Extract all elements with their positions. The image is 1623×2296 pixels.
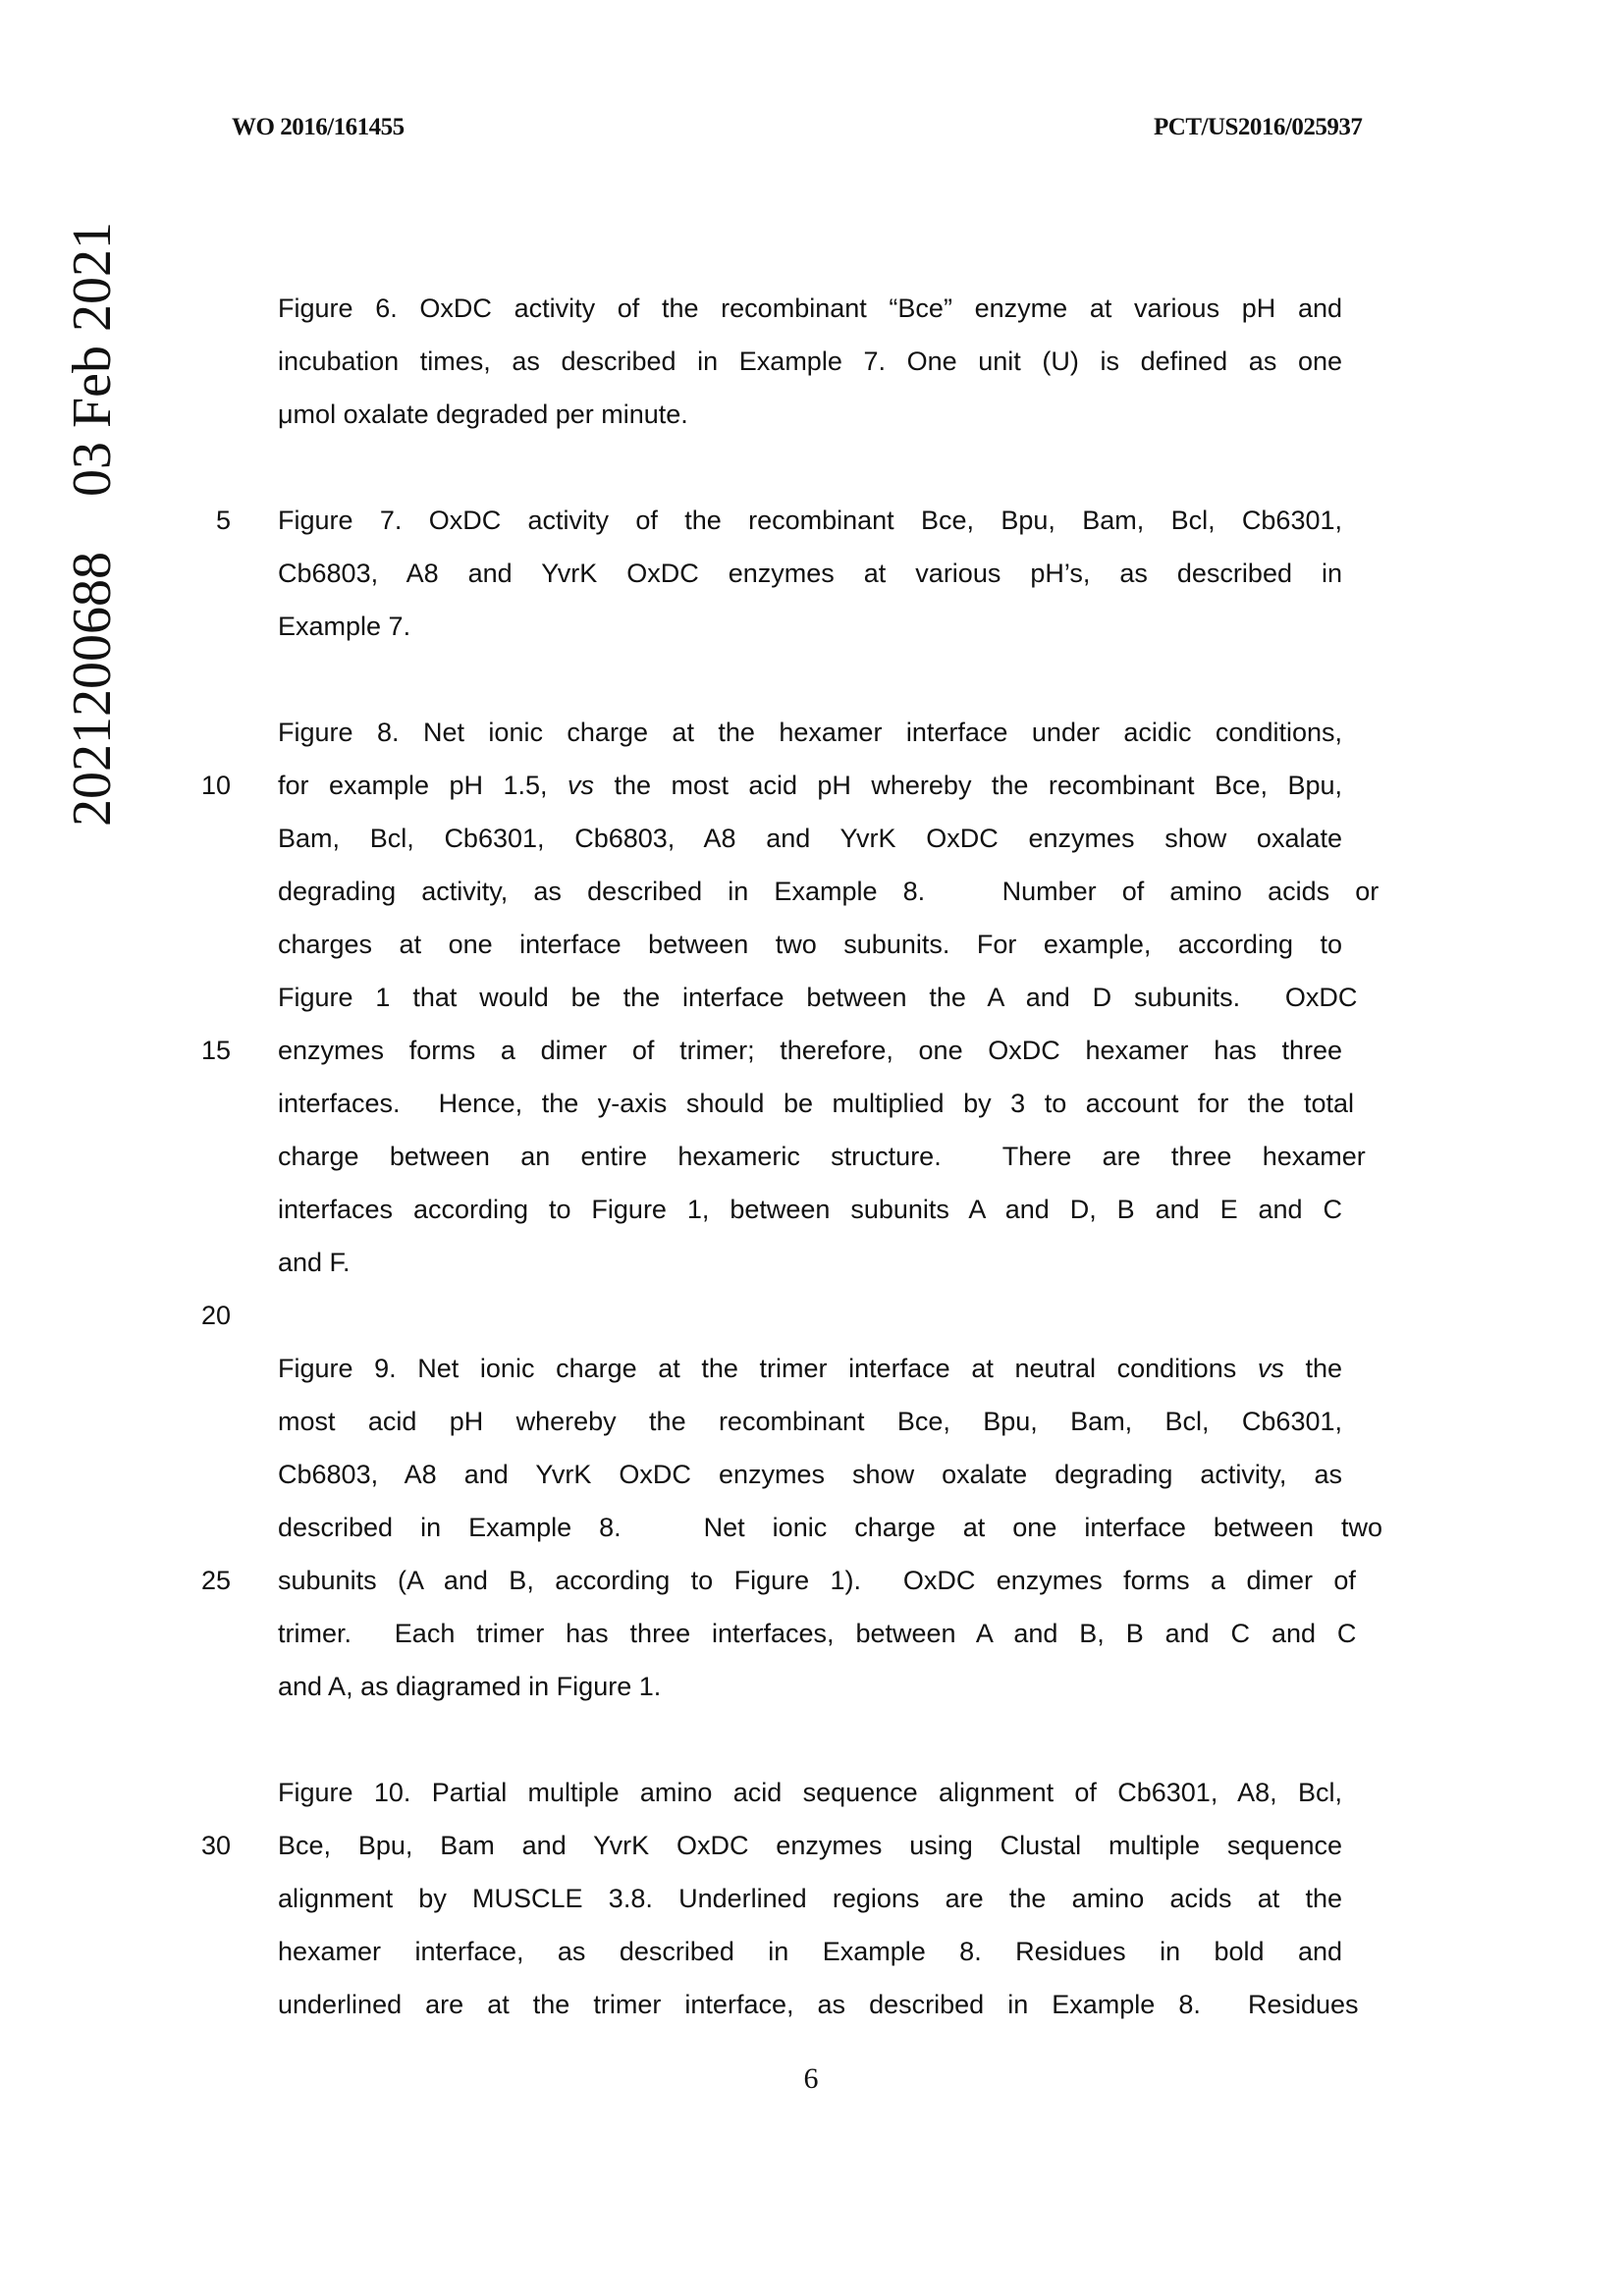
line-text: Cb6803, A8 and YvrK OxDC enzymes at various pH’s, as described in: [278, 559, 1342, 588]
line-text: Figure 10. Partial multiple amino acid sequence alignment of Cb6301, A8, Bcl,: [278, 1778, 1342, 1807]
text-line: [278, 1236, 1342, 1289]
line-text: most acid pH whereby the recombinant Bce, Bpu, Bam, Bcl, Cb6301,: [278, 1407, 1342, 1436]
paragraph-figure-10: [200, 1766, 1359, 2031]
text-line: [278, 1660, 1342, 1713]
blank-line: [278, 1713, 1342, 1766]
stamp-gap: [62, 497, 123, 552]
line-text: Figure 8. Net ionic charge at the hexamer interface under acidic conditions,: [278, 718, 1342, 747]
line-number: 25: [200, 1566, 231, 1595]
paragraph-spacer-20: [200, 1289, 1342, 1342]
line-number: 15: [200, 1036, 231, 1065]
paragraph-figure-8: [200, 706, 1380, 1289]
text-line: [278, 1183, 1342, 1236]
text-line: [278, 1395, 1342, 1448]
line-text: described in Example 8. Net ionic charge at one interface between two: [278, 1513, 1382, 1542]
line-text: hexamer interface, as described in Example 8. Residues in bold and: [278, 1937, 1342, 1966]
text-line: [278, 812, 1342, 865]
text-line: [200, 1024, 1342, 1077]
text-line: [278, 1077, 1355, 1130]
text-line: [278, 706, 1342, 759]
text-line: [278, 282, 1342, 335]
text-line: [200, 1554, 1356, 1607]
text-line: [278, 865, 1380, 918]
application-number: PCT/US2016/025937: [1154, 114, 1363, 140]
text-line: [278, 1872, 1342, 1925]
text-line: [278, 1130, 1366, 1183]
line-number: 10: [200, 771, 231, 800]
line-number: 5: [215, 506, 231, 535]
stamp-date: 03 Feb 2021: [62, 222, 123, 497]
text-line: [278, 600, 1342, 653]
side-stamp: [63, 198, 122, 827]
line-text: μmol oxalate degraded per minute.: [278, 400, 688, 429]
text-line: [278, 1925, 1342, 1978]
line-text: Figure 7. OxDC activity of the recombinant Bce, Bpu, Bam, Bcl, Cb6301,: [278, 506, 1342, 535]
line-number: 30: [200, 1831, 231, 1860]
line-text: Figure 1 that would be the interface between the A and D subunits. OxDC: [278, 983, 1358, 1012]
line-text: degrading activity, as described in Example 8. Number of amino acids or: [278, 877, 1380, 906]
line-text: Bam, Bcl, Cb6301, Cb6803, A8 and YvrK OxDC enzymes show oxalate: [278, 824, 1342, 853]
line-text: enzymes forms a dimer of trimer; therefore, one OxDC hexamer has three: [278, 1036, 1342, 1065]
page-number: 6: [803, 2062, 819, 2095]
line-text: Figure 6. OxDC activity of the recombinant “Bce” enzyme at various pH and: [278, 294, 1342, 323]
text-line: [278, 388, 1342, 441]
line-text: and F.: [278, 1248, 351, 1277]
text-line: [278, 335, 1342, 388]
line-text: trimer. Each trimer has three interfaces, between A and B, B and C and C: [278, 1619, 1357, 1648]
publication-number: WO 2016/161455: [232, 114, 405, 140]
text-line: [278, 1607, 1357, 1660]
line-text: charge between an entire hexameric structure. There are three hexamer: [278, 1142, 1366, 1171]
line-text: and A, as diagramed in Figure 1.: [278, 1672, 662, 1701]
text-line: [278, 1342, 1342, 1395]
text-line: [200, 1289, 1342, 1342]
line-text: Bce, Bpu, Bam and YvrK OxDC enzymes using Clustal multiple sequence: [278, 1831, 1342, 1860]
line-text: charges at one interface between two subunits. For example, according to: [278, 930, 1342, 959]
line-text: Figure 9. Net ionic charge at the trimer interface at neutral conditions vs the: [278, 1354, 1342, 1383]
line-text: incubation times, as described in Example 7. One unit (U) is defined as one: [278, 347, 1342, 376]
line-text: alignment by MUSCLE 3.8. Underlined regions are the amino acids at the: [278, 1884, 1342, 1913]
line-text: Example 7.: [278, 612, 411, 641]
blank-line: [278, 441, 1342, 494]
line-text: underlined are at the trimer interface, as described in Example 8. Residues: [278, 1990, 1359, 2019]
text-line: [278, 918, 1342, 971]
text-line: [278, 1978, 1359, 2031]
text-line: [215, 494, 1342, 547]
paragraph-figure-6: [278, 282, 1342, 441]
line-text: interfaces according to Figure 1, between subunits A and D, B and E and C: [278, 1195, 1342, 1224]
text-line: [200, 759, 1342, 812]
description-body: [200, 282, 1382, 2031]
stamp-document-number: 2021200688: [62, 552, 123, 827]
line-text: for example pH 1.5, vs the most acid pH whereby the recombinant Bce, Bpu,: [278, 771, 1342, 800]
line-text: interfaces. Hence, the y-axis should be multiplied by 3 to account for the total: [278, 1089, 1355, 1118]
paragraph-figure-7: [215, 494, 1342, 653]
text-line: [278, 1766, 1342, 1819]
text-line: [200, 1819, 1342, 1872]
line-text: subunits (A and B, according to Figure 1). OxDC enzymes forms a dimer of: [278, 1566, 1356, 1595]
text-line: [278, 971, 1358, 1024]
paragraph-figure-9: [200, 1342, 1382, 1713]
blank-line: [278, 653, 1342, 706]
line-text: Cb6803, A8 and YvrK OxDC enzymes show oxalate degrading activity, as: [278, 1460, 1342, 1489]
text-line: [278, 547, 1342, 600]
text-line: [278, 1501, 1382, 1554]
text-line: [278, 1448, 1342, 1501]
line-number: 20: [200, 1301, 231, 1330]
